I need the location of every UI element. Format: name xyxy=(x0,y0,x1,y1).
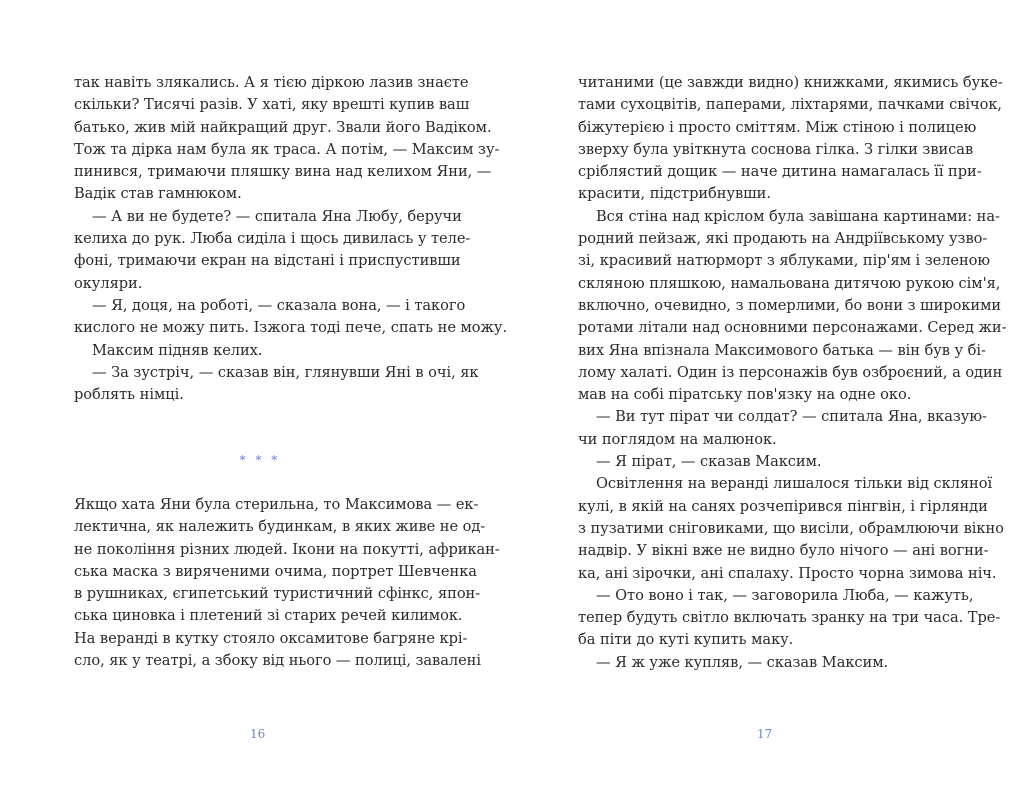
text-line: Максим підняв келих. xyxy=(92,341,263,359)
text-line: мав на собі піратську пов'язку на одне око. xyxy=(578,386,912,404)
page-number-right: 17 xyxy=(757,727,773,741)
text-line: ська циновка і плетений зі старих речей килимок. xyxy=(74,607,463,625)
text-line: ба піти до куті купить маку. xyxy=(578,631,794,649)
text-line: — Я, доця, на роботі, — сказала вона, — і такого xyxy=(92,296,466,314)
text-line: тепер будуть світло включать зранку на три часа. Тре- xyxy=(578,609,1001,627)
text-line: Вся стіна над кріслом була завішана картинами: на- xyxy=(596,207,1000,225)
text-line: — Я ж уже купляв, — сказав Максим. xyxy=(596,653,889,671)
text-line: сло, як у театрі, а збоку від нього — полиці, завалені xyxy=(74,652,481,670)
text-line: включно, очевидно, з померлими, бо вони з широкими xyxy=(578,296,1002,314)
text-line: ка, ані зірочки, ані спалаху. Просто чорна зимова ніч. xyxy=(578,564,997,582)
text-line: скляною пляшкою, намальована дитячою рукою сім'я, xyxy=(578,274,1001,292)
text-line: надвір. У вікні вже не видно було нічого — ані вогни- xyxy=(578,542,989,560)
page-number-left: 16 xyxy=(250,727,266,741)
text-line: Освітлення на веранді лишалося тільки від скляної xyxy=(596,475,993,493)
text-line: кулі, в якій на санях розчепірився пінгвін, і гірлянди xyxy=(578,497,988,515)
left-page-block-1 xyxy=(74,72,508,406)
text-line: — А ви не будете? — спитала Яна Любу, беручи xyxy=(92,207,462,225)
text-line: На веранді в кутку стояло оксамитове багряне крі- xyxy=(74,629,468,647)
text-line: — Я пірат, — сказав Максим. xyxy=(596,453,822,471)
text-line: кислого не можу пить. Ізжога тоді пече, спать не можу. xyxy=(74,319,508,337)
text-line: тами сухоцвітів, паперами, ліхтарями, пачками свічок, xyxy=(578,96,1003,114)
text-line: скільки? Тисячі разів. У хаті, яку врешті купив ваш xyxy=(74,96,470,114)
text-line: не покоління різних людей. Ікони на покутті, африкан- xyxy=(74,540,500,558)
text-line: батько, жив мій найкращий друг. Звали його Вадіком. xyxy=(74,118,492,136)
text-line: зверху була увіткнута соснова гілка. З гілки звисав xyxy=(578,140,974,158)
text-line: чи поглядом на малюнок. xyxy=(578,430,777,448)
text-line: читаними (це завжди видно) книжками, якимись буке- xyxy=(578,74,1003,91)
text-line: Якщо хата Яни була стерильна, то Максимова — ек- xyxy=(74,496,479,513)
section-separator: * * * xyxy=(239,453,281,467)
text-line: пинився, тримаючи пляшку вина над келихом Яни, — xyxy=(74,163,492,181)
text-line: біжутерією і просто сміттям. Між стіною і полицею xyxy=(578,118,977,136)
text-line: Вадік став гамнюком. xyxy=(74,185,242,203)
text-line: в рушниках, єгипетський туристичний сфінкс, япон- xyxy=(74,585,481,603)
text-line: роблять німці. xyxy=(74,386,184,404)
text-line: — За зустріч, — сказав він, глянувши Яні в очі, як xyxy=(92,363,479,381)
right-page-text xyxy=(578,72,1007,674)
text-line: — Ви тут пірат чи солдат? — спитала Яна, вказую- xyxy=(596,408,987,426)
text-line: ська маска з вирячeними очима, портрет Шевченка xyxy=(74,562,477,580)
text-line: красити, підстрибнувши. xyxy=(578,185,771,203)
text-line: так навіть злякались. А я тією діркою лазив знаєте xyxy=(74,74,469,91)
text-line: — Ото воно і так, — заговорила Люба, — кажуть, xyxy=(596,586,974,604)
text-line: лому халаті. Один із персонажів був озброєний, а один xyxy=(578,363,1003,381)
text-line: зі, красивий натюрморт з яблуками, пір'ям і зеленою xyxy=(578,252,991,270)
text-line: з пузатими сніговиками, що висіли, обрамлюючи вікно xyxy=(578,519,1004,537)
text-line: окуляри. xyxy=(74,274,143,292)
text-line: сріблястий дощик — наче дитина намагалась її при- xyxy=(578,163,982,181)
text-line: ротами літали над основними персонажами. Серед жи- xyxy=(578,319,1007,337)
text-line: келиха до рук. Люба сиділа і щось дивилась у теле- xyxy=(74,230,471,248)
left-page-block-2 xyxy=(74,494,500,672)
text-line: Тож та дірка нам була як траса. А потім, — Максим зу- xyxy=(74,140,500,158)
text-line: родний пейзаж, які продають на Андріївському узво- xyxy=(578,230,988,248)
text-line: вих Яна впізнала Максимового батька — він був у бі- xyxy=(578,341,986,359)
text-line: фоні, тримаючи екран на відстані і приспустивши xyxy=(74,252,461,270)
text-line: лектична, як належить будинкам, в яких живе не од- xyxy=(74,518,486,536)
